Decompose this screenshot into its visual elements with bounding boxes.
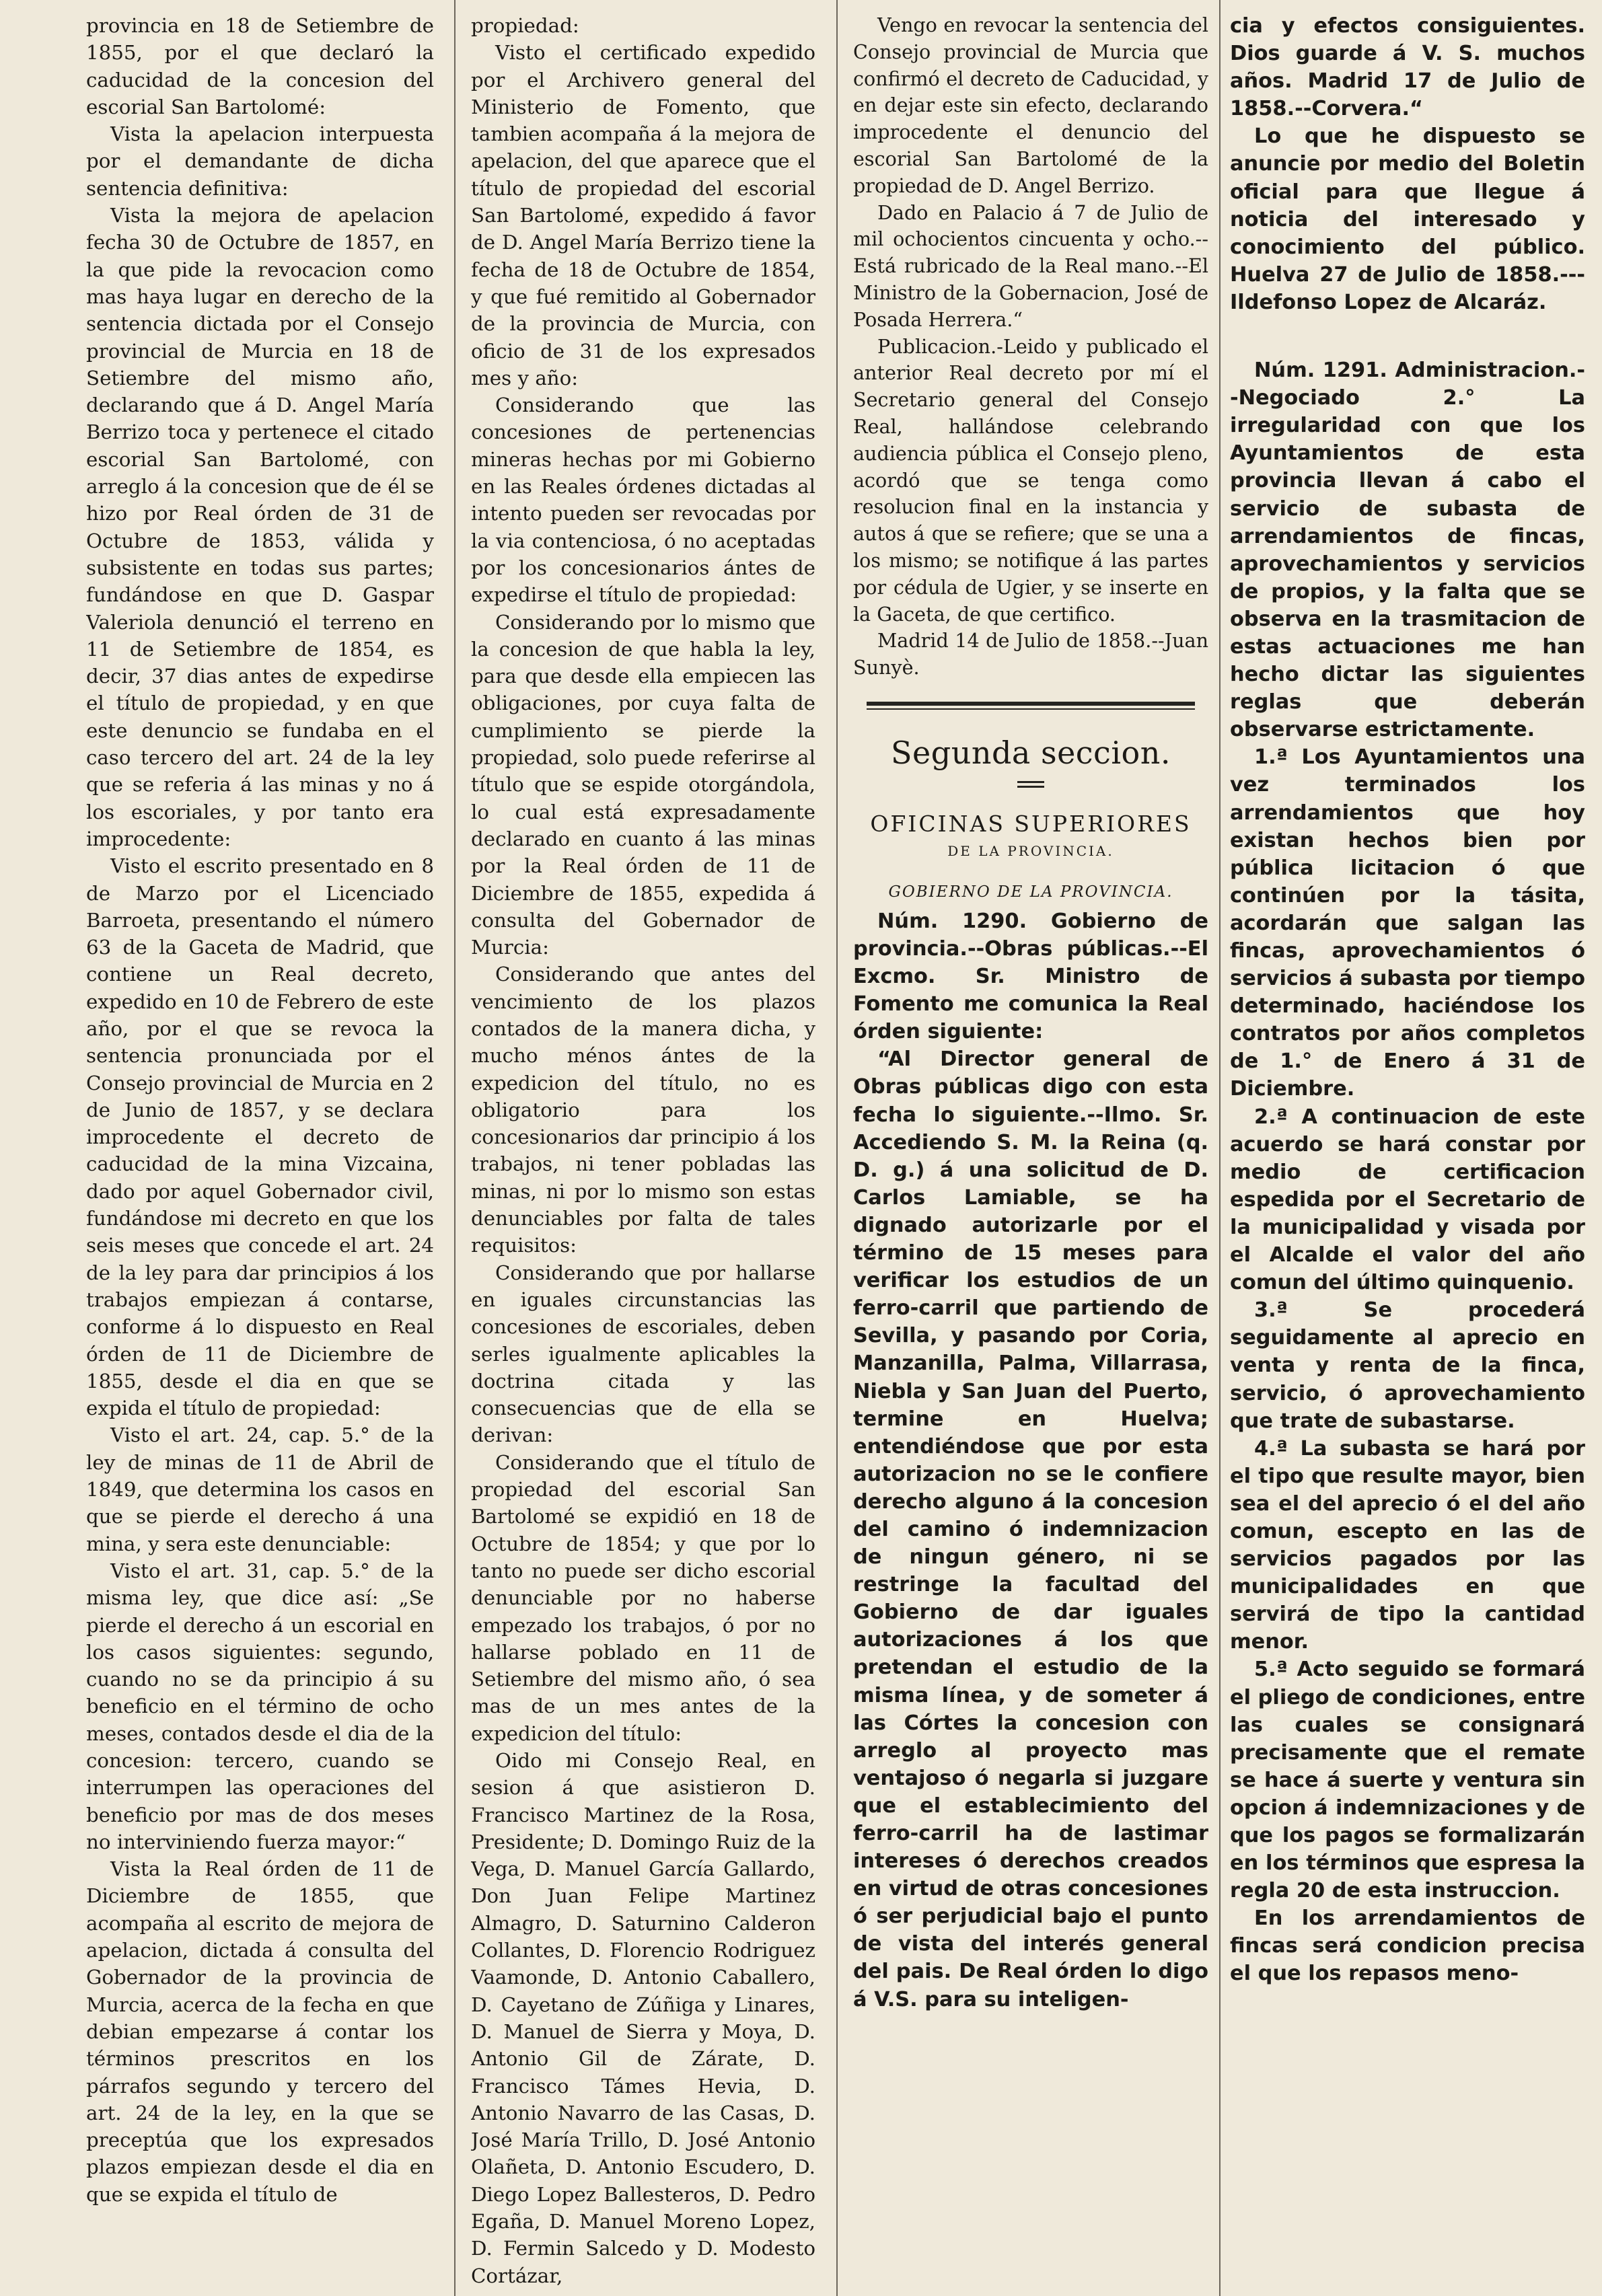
paragraph: 2.ª A continuacion de este acuerdo se hará constar por medio de certificacion espedida por el Secretario de la municipalidad y visada por el Alcalde el valor del año comun del último quinquenio. <box>1230 1105 1585 1295</box>
paragraph: Considerando por lo mismo que la concesion de que habla la ley, para que desde ella empiecen las obligaciones, por cuya falta de cumplimiento se pierde la propiedad, solo puede referirse al título que se espide otorgándola, lo cual está expresadamente declarado en cuanto á las minas por la Real órden de 11 de Diciembre de 1855, expedida á consulta del Gobernador de Murcia: <box>471 610 815 959</box>
government-heading: GOBIERNO DE LA PROVINCIA. <box>888 883 1173 901</box>
paragraph: 1.ª Los Ayuntamientos una vez terminados los arrendamientos que hoy existan hechos bien por pública licitacion ó que continúen por la tásita, acordarán que salgan las fincas, aprovechamientos ó servicios á subasta por tiempo determinado, haciéndose los contratos por años completos de 1.° de Enero á 31 de Diciembre. <box>1230 745 1585 1101</box>
office-title: OFICINAS SUPERIORES <box>870 810 1192 837</box>
paragraph: Oido mi Consejo Real, en sesion á que asistieron D. Francisco Martinez de la Rosa, Presidente; D. Domingo Ruiz de la Vega, D. Manuel García Gallardo, Don Juan Felipe Martinez Almagro, D. Saturnino Calderon Collantes, D. Florencio Rodriguez Vaamonde, D. Antonio Caballero, D. Cayetano de Zúñiga y Linares, D. Manuel de Sierra y Moya, D. Antonio Gil de Zárate, D. Francisco Támes Hevia, D. Antonio Navarro de las Casas, D. José María Trillo, D. José Antonio Olañeta, D. Antonio Escudero, D. Diego Lopez Ballesteros, D. Pedro Egaña, D. Manuel Moreno Lopez, D. Fermin Salcedo y D. Modesto Cortázar, <box>471 1749 815 2287</box>
paragraph: Núm. 1290. Gobierno de provincia.--Obras públicas.--El Excmo. Sr. Ministro de Fomento me comunica la Real órden siguiente: <box>853 909 1208 1044</box>
paragraph: Dado en Palacio á 7 de Julio de mil ochocientos cincuenta y ocho.--Está rubricado de la Real mano.--El Ministro de la Gobernacion, José de Posada Herrera.“ <box>853 200 1208 331</box>
paragraph: Lo que he dispuesto se anuncie por medio del Boletin oficial para que llegue á noticia del interesado y conocimiento del público. Huelva 27 de Julio de 1858.---Ildefonso Lopez de Alcaráz. <box>1230 124 1585 314</box>
section-title: Segunda seccion. <box>891 734 1171 771</box>
paragraph: 3.ª Se procederá seguidamente al aprecio en venta y renta de la finca, servicio, ó aprovechamiento que trate de subastarse. <box>1230 1298 1585 1433</box>
paragraph: provincia en 18 de Setiembre de 1855, por el que declaró la caducidad de la concesion del escorial San Bartolomé: <box>86 14 434 118</box>
paragraph: Considerando que antes del vencimiento de los plazos contados de la manera dicha, y mucho ménos ántes de la expedicion del título, no es obligatorio para los concesionarios dar principio á los trabajos, ni tener pobladas las minas, ni por lo mismo son estas denunciables por falta de tales requisitos: <box>471 963 815 1257</box>
paragraph: Visto el certificado expedido por el Archivero general del Ministerio de Fomento, que tambien acompaña á la mejora de apelacion, del que aparece que el título de propiedad del escorial San Bartolomé, expedido á favor de D. Angel María Berrizo tiene la fecha de 18 de Octubre de 1854, y que fué remitido al Gobernador de la provincia de Murcia, con oficio de 31 de los expresados mes y año: <box>471 41 815 390</box>
province-subtitle: DE LA PROVINCIA. <box>947 842 1114 859</box>
section-divider <box>867 702 1195 706</box>
notice-gap <box>1230 316 1585 357</box>
notice-continuation <box>1230 12 1585 1988</box>
paragraph: Vista la mejora de apelacion fecha 30 de Octubre de 1857, en la que pide la revocacion como mas haya lugar en derecho de la sentencia dictada por el Consejo provincial de Murcia en 18 de Setiembre del mismo año, declarando que á D. Angel María Berrizo toca y pertenece el citado escorial San Bartolomé, con arreglo á la concesion que de él se hizo por Real órden de 31 de Octubre de 1853, válida y subsistente en todas sus partes; fundándose en que D. Gaspar Valeriola denunció el terreno en 11 de Setiembre de 1854, es decir, 37 dias antes de expedirse el título de propiedad, y en que este denuncio se fundaba en el caso tercero del art. 24 de la ley que se referia á las minas y no á los escoriales, y por tanto era improcedente: <box>86 204 434 850</box>
text-column-1 <box>86 12 434 2296</box>
paragraph: Núm. 1291. Administracion.--Negociado 2.° La irregularidad con que los Ayuntamientos de esta provincia llevan á cabo el servicio de subasta de arrendamientos de fincas, aprovechamientos y servicios de propios, y la falta que se observa en la trasmitacion de estas actuaciones me han hecho dictar las siguientes reglas que deberán observarse estrictamente. <box>1230 359 1585 742</box>
column-divider <box>1219 0 1221 2296</box>
paragraph: Visto el art. 31, cap. 5.° de la misma ley, que dice así: „Se pierde el derecho á un escorial en los casos siguientes: segundo, cuando no se da principio á su beneficio en el término de ocho meses, contados desde el dia de la concesion: tercero, cuando se interrumpen las operaciones del beneficio por mas de dos meses no interviniendo fuerza mayor:“ <box>86 1559 434 1853</box>
text-column-3 <box>853 12 1208 2296</box>
notice-1290 <box>853 908 1208 2013</box>
paragraph: Considerando que el título de propiedad del escorial San Bartolomé se expidió en 18 de Octubre de 1854; y que por lo tanto no puede ser dicho escorial denunciable por no haberse empezado los trabajos, ó por no hallarse poblado en 11 de Setiembre del mismo año, ó sea mas de un mes antes de la expedicion del título: <box>471 1450 815 1745</box>
paragraph: propiedad: <box>471 14 579 37</box>
paragraph: Madrid 14 de Julio de 1858.--Juan Sunyè. <box>853 629 1208 679</box>
paragraph: En los arrendamientos de fincas será condicion precisa el que los repasos meno- <box>1230 1906 1585 1986</box>
column-divider <box>836 0 838 2296</box>
paragraph: cia y efectos consiguientes. Dios guarde á V. S. muchos años. Madrid 17 de Julio de 1858.--Corvera.“ <box>1230 14 1585 121</box>
text-column-2 <box>471 12 815 2296</box>
paragraph: Visto el escrito presentado en 8 de Marzo por el Licenciado Barroeta, presentando el número 63 de la Gaceta de Madrid, que contiene un Real decreto, expedido en 10 de Febrero de este año, por el que se revoca la sentencia pronunciada por el Consejo provincial de Murcia en 2 de Junio de 1857, y se declara improcedente el decreto de caducidad de la mina Vizcaina, dado por aquel Gobernador civil, fundándose mi decreto en que los seis meses que concede el art. 24 de la ley para dar principios á los trabajos empiezan á contarse, conforme á lo dispuesto en Real órden de 11 de Diciembre de 1855, desde el dia en que se expida el título de propiedad: <box>86 854 434 1420</box>
paragraph: Vista la apelacion interpuesta por el demandante de dicha sentencia definitiva: <box>86 122 434 200</box>
paragraph: 4.ª La subasta se hará por el tipo que resulte mayor, bien sea el del aprecio ó el del año comun, escepto en las de servicios pagados por las municipalidades en que servirá de tipo la cantidad menor. <box>1230 1436 1585 1654</box>
paragraph: Publicacion.-Leido y publicado el anterior Real decreto por mí el Secretario general del Consejo Real, hallándose celebrando audiencia pública el Consejo pleno, acordó que se tenga como resolucion final en la instancia y autos á que se refiere; que se una a los mismo; se notifique á las partes por cédula de Ugier, y se inserte en la Gaceta, de que certifico. <box>853 334 1208 626</box>
column-divider <box>454 0 456 2296</box>
paragraph: 5.ª Acto seguido se formará el pliego de condiciones, entre las cuales se consignará precisamente que el remate se hace á suerte y ventura sin opcion á indemnizaciones y de que los pagos se formalizarán en los términos que espresa la regla 20 de esta instruccion. <box>1230 1658 1585 1903</box>
text-column-4 <box>1230 12 1585 2296</box>
paragraph: Vengo en revocar la sentencia del Consejo provincial de Murcia que confirmó el decreto de Caducidad, y en dejar este sin efecto, declarando improcedente el denuncio del escorial San Bartolomé de la propiedad de D. Angel Berrizo. <box>853 13 1208 197</box>
paragraph: Visto el art. 24, cap. 5.° de la ley de minas de 11 de Abril de 1849, que determina los casos en que se pierde el derecho á una mina, y sera este denunciable: <box>86 1423 434 1555</box>
paragraph: “Al Director general de Obras públicas digo con esta fecha lo siguiente.--Ilmo. Sr. Accediendo S. M. la Reina (q. D. g.) á una solicitud de D. Carlos Lamiable, se ha dignado autorizarle por el término de 15 meses para verificar los estudios de un ferro-carril que partiendo de Sevilla, y pasando por Coria, Manzanilla, Palma, Villarrasa, Niebla y San Juan del Puerto, termine en Huelva; entendiéndose que por esta autorizacion no se le confiere derecho alguno á la concesion del camino ó indemnizacion de ningun género, ni se restringe la facultad del Gobierno de dar iguales autorizaciones á los que pretendan el estudio de la misma línea, y de someter á las Córtes la concesion con arreglo al proyecto mas ventajoso ó negarla si juzgare que el establecimiento del ferro-carril ha de lastimar intereses ó derechos creados en virtud de otras concesiones ó ser perjudicial bajo el punto de vista del interés general del pais. De Real órden lo digo á V.S. para su inteligen- <box>853 1047 1208 2011</box>
decree-closing <box>853 12 1208 681</box>
title-ornament <box>1017 781 1044 788</box>
paragraph: Considerando que por hallarse en iguales circunstancias las concesiones de escoriales, deben serles igualmente aplicables la doctrina citada y las consecuencias que de ella se derivan: <box>471 1261 815 1447</box>
paragraph: Considerando que las concesiones de pertenencias mineras hechas por mi Gobierno en las Reales órdenes dictadas al intento pueden ser revocadas por la via contenciosa, ó no aceptadas por los concesionarios ántes de expedirse el título de propiedad: <box>471 394 815 607</box>
paragraph: Vista la Real órden de 11 de Diciembre de 1855, que acompaña al escrito de mejora de apelacion, dictada á consulta del Gobernador de la provincia de Murcia, acerca de la fecha en que debian empezarse á contar los términos prescritos en los párrafos segundo y tercero del art. 24 de la ley, en la que se preceptúa que los expresados plazos empiezan desde el dia en que se expida el título de <box>86 1857 434 2206</box>
